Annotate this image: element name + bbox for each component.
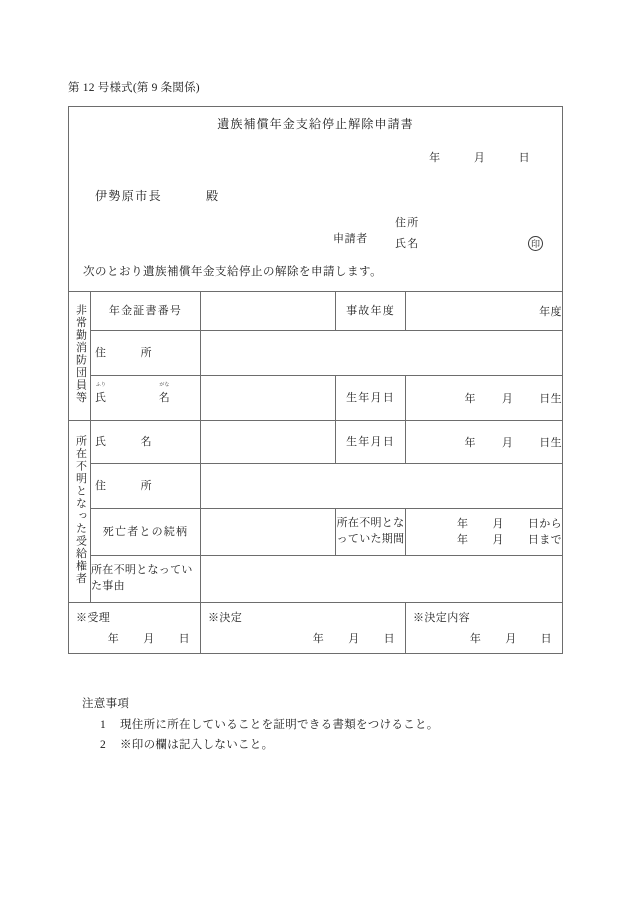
applicant-name-row bbox=[395, 234, 551, 255]
firefighter-birth-month: 月 bbox=[501, 393, 514, 405]
official-use-row bbox=[69, 603, 563, 654]
furigana-right-text: がな bbox=[159, 382, 170, 388]
submission-date-year: 年 bbox=[429, 152, 441, 164]
beneficiary-reason-row bbox=[69, 556, 563, 603]
label-firefighter-name bbox=[91, 376, 201, 421]
official-decision-content-year: 年 bbox=[469, 633, 482, 645]
official-receipt-cell[interactable] bbox=[69, 603, 201, 654]
note-item-1 bbox=[82, 715, 439, 735]
seal-icon: 印 bbox=[528, 236, 543, 251]
section-label-beneficiary bbox=[69, 421, 91, 603]
value-beneficiary-birthdate[interactable] bbox=[406, 421, 563, 464]
application-form-table bbox=[68, 106, 563, 654]
label-firefighter-birthdate: 生年月日 bbox=[336, 376, 406, 421]
official-receipt-date bbox=[108, 630, 190, 646]
official-decision-content-month: 月 bbox=[505, 633, 517, 645]
official-decision-content-day: 日 bbox=[540, 633, 553, 645]
beneficiary-birth-day: 日生 bbox=[539, 437, 563, 449]
addressee-name: 伊勢原市長 bbox=[95, 189, 163, 203]
value-missing-period[interactable] bbox=[406, 509, 563, 556]
note-item-2-text: ※印の欄は記入しないこと。 bbox=[120, 739, 274, 752]
period-to-day: 日まで bbox=[527, 534, 563, 546]
beneficiary-birth-month: 月 bbox=[501, 437, 514, 449]
page-title: 遺族補償年金支給停止解除申請書 bbox=[217, 117, 414, 131]
applicant-block bbox=[333, 213, 551, 255]
beneficiary-birth-year: 年 bbox=[464, 437, 476, 449]
missing-period-from bbox=[406, 516, 562, 533]
applicant-name-label: 氏名 bbox=[395, 238, 420, 250]
period-to-year: 年 bbox=[457, 534, 469, 546]
submission-date-day: 日 bbox=[518, 152, 531, 164]
label-pension-certificate-no: 年金証書番号 bbox=[91, 292, 201, 331]
official-receipt-year: 年 bbox=[107, 633, 120, 645]
value-accident-year[interactable]: 年度 bbox=[406, 292, 563, 331]
firefighter-birth-day: 日生 bbox=[539, 393, 563, 405]
form-header-row bbox=[69, 107, 563, 292]
official-decision-cell[interactable] bbox=[201, 603, 406, 654]
official-decision-label: ※決定 bbox=[208, 612, 243, 624]
applicant-address-label: 住所 bbox=[395, 217, 420, 229]
label-beneficiary-address: 住 所 bbox=[91, 464, 201, 509]
firefighter-pension-row bbox=[69, 292, 563, 331]
official-decision-day: 日 bbox=[383, 633, 395, 645]
note-item-1-text: 現住所に所在していることを証明できる書類をつけること。 bbox=[120, 719, 439, 732]
label-accident-year: 事故年度 bbox=[336, 292, 406, 331]
beneficiary-address-row bbox=[69, 464, 563, 509]
period-from-year: 年 bbox=[457, 517, 469, 530]
beneficiary-name-row bbox=[69, 421, 563, 464]
official-decision-content-cell[interactable] bbox=[406, 603, 563, 654]
official-decision-date bbox=[313, 630, 395, 646]
label-beneficiary-birthdate: 生年月日 bbox=[336, 421, 406, 464]
value-firefighter-name[interactable] bbox=[201, 376, 336, 421]
official-receipt-day: 日 bbox=[178, 633, 190, 645]
applicant-label: 申請者 bbox=[333, 233, 368, 245]
note-item-2-number: 2 bbox=[100, 739, 107, 752]
official-decision-content-label: ※決定内容 bbox=[413, 612, 470, 624]
label-relationship-to-deceased: 死亡者との続柄 bbox=[91, 509, 201, 556]
period-from-day: 日から bbox=[527, 517, 563, 530]
value-beneficiary-name[interactable] bbox=[201, 421, 336, 464]
notes-title: 注意事項 bbox=[82, 698, 130, 710]
firefighter-address-row bbox=[69, 331, 563, 376]
form-number: 第 12 号様式(第 9 条関係) bbox=[68, 82, 200, 94]
beneficiary-relationship-row bbox=[69, 509, 563, 556]
application-statement: 次のとおり遺族補償年金支給停止の解除を申請します。 bbox=[83, 266, 383, 278]
addressee-line bbox=[95, 187, 218, 204]
firefighter-birth-year: 年 bbox=[464, 393, 476, 405]
addressee-honorific: 殿 bbox=[206, 189, 219, 203]
section-label-beneficiary-text: 所在不明となった受給権者 bbox=[74, 434, 87, 585]
official-receipt-label: ※受理 bbox=[76, 612, 111, 624]
label-firefighter-address: 住 所 bbox=[91, 331, 201, 376]
missing-period-to bbox=[406, 532, 562, 549]
official-decision-year: 年 bbox=[312, 633, 325, 645]
value-firefighter-birthdate[interactable] bbox=[406, 376, 563, 421]
value-pension-certificate-no[interactable] bbox=[201, 292, 336, 331]
official-receipt-month: 月 bbox=[143, 633, 155, 645]
submission-date-month: 月 bbox=[473, 152, 486, 164]
label-missing-period: 所在不明となっていた期間 bbox=[336, 509, 406, 556]
note-item-1-number: 1 bbox=[100, 719, 107, 732]
value-firefighter-address[interactable] bbox=[201, 331, 563, 376]
value-relationship-to-deceased[interactable] bbox=[201, 509, 336, 556]
furigana-left: ふり 氏 bbox=[95, 382, 107, 404]
official-decision-month: 月 bbox=[348, 633, 360, 645]
furigana-left-text: ふり bbox=[95, 382, 106, 388]
furigana-right: がな 名 bbox=[158, 382, 171, 404]
section-label-firefighter-text: 非常勤消防団員等 bbox=[74, 304, 87, 405]
notes-section bbox=[82, 694, 439, 755]
label-missing-reason: 所在不明となっていた事由 bbox=[91, 556, 201, 603]
period-to-month: 月 bbox=[492, 534, 504, 546]
applicant-address-row bbox=[395, 213, 551, 234]
official-decision-content-date bbox=[470, 630, 552, 646]
firefighter-name-row bbox=[69, 376, 563, 421]
value-beneficiary-address[interactable] bbox=[201, 464, 563, 509]
value-missing-reason[interactable] bbox=[201, 556, 563, 603]
label-beneficiary-name: 氏 名 bbox=[91, 421, 201, 464]
period-from-month: 月 bbox=[492, 517, 504, 530]
note-item-2 bbox=[82, 735, 439, 755]
section-label-firefighter bbox=[69, 292, 91, 421]
form-header-block bbox=[69, 107, 563, 292]
submission-date-line bbox=[429, 149, 530, 165]
